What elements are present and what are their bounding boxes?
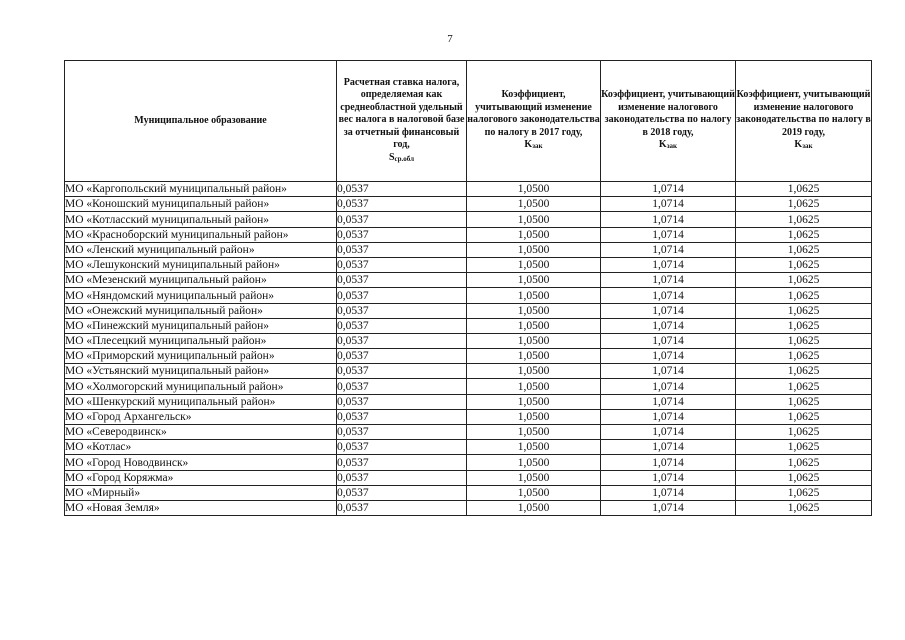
k2019-cell: 1,0625	[736, 318, 872, 333]
municipality-cell: МО «Северодвинск»	[65, 425, 337, 440]
municipality-cell: МО «Плесецкий муниципальный район»	[65, 333, 337, 348]
table-row	[65, 273, 872, 288]
table-row	[65, 197, 872, 212]
k2018-cell: 1,0714	[601, 303, 736, 318]
table-row	[65, 364, 872, 379]
k2017-cell: 1,0500	[467, 242, 601, 257]
k2018-cell: 1,0714	[601, 212, 736, 227]
table-row	[65, 455, 872, 470]
table-row	[65, 425, 872, 440]
k2019-cell: 1,0625	[736, 379, 872, 394]
k2017-cell: 1,0500	[467, 470, 601, 485]
k2019-cell: 1,0625	[736, 455, 872, 470]
rate-cell: 0,0537	[337, 425, 467, 440]
k2017-cell: 1,0500	[467, 333, 601, 348]
k2019-cell: 1,0625	[736, 273, 872, 288]
table-row	[65, 212, 872, 227]
municipality-cell: МО «Красноборский муниципальный район»	[65, 227, 337, 242]
table-row	[65, 257, 872, 272]
k2018-cell: 1,0714	[601, 349, 736, 364]
table-row	[65, 379, 872, 394]
k2018-cell: 1,0714	[601, 425, 736, 440]
k2018-cell: 1,0714	[601, 227, 736, 242]
header-k2018	[601, 61, 736, 182]
municipality-cell: МО «Шенкурский муниципальный район»	[65, 394, 337, 409]
k2019-cell: 1,0625	[736, 470, 872, 485]
municipality-cell: МО «Ленский муниципальный район»	[65, 242, 337, 257]
k2019-cell: 1,0625	[736, 182, 872, 197]
header-k2019-subscript: зак	[802, 142, 813, 151]
k2018-cell: 1,0714	[601, 333, 736, 348]
rate-cell: 0,0537	[337, 485, 467, 500]
municipality-cell: МО «Мирный»	[65, 485, 337, 500]
k2018-cell: 1,0714	[601, 379, 736, 394]
rate-cell: 0,0537	[337, 349, 467, 364]
header-rate-symbol: S	[388, 151, 395, 163]
municipality-cell: МО «Котласский муниципальный район»	[65, 212, 337, 227]
k2018-cell: 1,0714	[601, 500, 736, 515]
k2017-cell: 1,0500	[467, 455, 601, 470]
table-row	[65, 227, 872, 242]
rate-cell: 0,0537	[337, 500, 467, 515]
header-k2019	[736, 61, 872, 182]
k2017-cell: 1,0500	[467, 379, 601, 394]
municipality-cell: МО «Город Новодвинск»	[65, 455, 337, 470]
table-row	[65, 288, 872, 303]
k2019-cell: 1,0625	[736, 425, 872, 440]
table-row	[65, 440, 872, 455]
municipality-cell: МО «Город Коряжма»	[65, 470, 337, 485]
table-row	[65, 303, 872, 318]
k2017-cell: 1,0500	[467, 212, 601, 227]
header-k2017-symbol: K	[524, 139, 533, 151]
municipality-cell: МО «Холмогорский муниципальный район»	[65, 379, 337, 394]
k2017-cell: 1,0500	[467, 257, 601, 272]
k2018-cell: 1,0714	[601, 182, 736, 197]
table-row	[65, 318, 872, 333]
rate-cell: 0,0537	[337, 364, 467, 379]
k2019-cell: 1,0625	[736, 349, 872, 364]
municipality-cell: МО «Лешуконский муниципальный район»	[65, 257, 337, 272]
page-number: 7	[447, 33, 453, 45]
header-rate	[337, 61, 467, 182]
k2017-cell: 1,0500	[467, 485, 601, 500]
k2017-cell: 1,0500	[467, 394, 601, 409]
header-rate-label: Расчетная ставка налога, определяемая как среднеобластной удельный вес налога в налоговой базе за отчетный финансовый год,	[338, 76, 465, 151]
table-row	[65, 349, 872, 364]
k2017-cell: 1,0500	[467, 288, 601, 303]
k2019-cell: 1,0625	[736, 257, 872, 272]
k2019-cell: 1,0625	[736, 212, 872, 227]
rate-cell: 0,0537	[337, 182, 467, 197]
municipality-cell: МО «Новая Земля»	[65, 500, 337, 515]
k2018-cell: 1,0714	[601, 394, 736, 409]
table-row	[65, 500, 872, 515]
rate-cell: 0,0537	[337, 409, 467, 424]
table-body	[65, 182, 872, 516]
table-row	[65, 242, 872, 257]
header-k2018-label: Коэффициент, учитывающий изменение налогового законодательства по налогу в 2018 году,	[601, 89, 735, 138]
k2019-cell: 1,0625	[736, 227, 872, 242]
k2017-cell: 1,0500	[467, 500, 601, 515]
k2017-cell: 1,0500	[467, 273, 601, 288]
k2018-cell: 1,0714	[601, 197, 736, 212]
municipality-cell: МО «Приморский муниципальный район»	[65, 349, 337, 364]
k2019-cell: 1,0625	[736, 333, 872, 348]
rate-cell: 0,0537	[337, 257, 467, 272]
k2017-cell: 1,0500	[467, 425, 601, 440]
k2019-cell: 1,0625	[736, 364, 872, 379]
k2019-cell: 1,0625	[736, 485, 872, 500]
rate-cell: 0,0537	[337, 440, 467, 455]
municipality-cell: МО «Няндомский муниципальный район»	[65, 288, 337, 303]
municipality-cell: МО «Каргопольский муниципальный район»	[65, 182, 337, 197]
municipality-cell: МО «Устьянский муниципальный район»	[65, 364, 337, 379]
rate-cell: 0,0537	[337, 242, 467, 257]
rate-cell: 0,0537	[337, 288, 467, 303]
k2017-cell: 1,0500	[467, 364, 601, 379]
rate-cell: 0,0537	[337, 303, 467, 318]
k2018-cell: 1,0714	[601, 485, 736, 500]
header-k2019-label: Коэффициент, учитывающий изменение налогового законодательства по налогу в 2019 году,	[736, 89, 871, 138]
rate-cell: 0,0537	[337, 470, 467, 485]
k2018-cell: 1,0714	[601, 257, 736, 272]
k2018-cell: 1,0714	[601, 288, 736, 303]
k2017-cell: 1,0500	[467, 303, 601, 318]
k2018-cell: 1,0714	[601, 364, 736, 379]
rate-cell: 0,0537	[337, 212, 467, 227]
rate-cell: 0,0537	[337, 455, 467, 470]
k2019-cell: 1,0625	[736, 440, 872, 455]
k2019-cell: 1,0625	[736, 288, 872, 303]
k2017-cell: 1,0500	[467, 440, 601, 455]
rate-cell: 0,0537	[337, 379, 467, 394]
municipality-cell: МО «Пинежский муниципальный район»	[65, 318, 337, 333]
header-k2017	[467, 61, 601, 182]
k2018-cell: 1,0714	[601, 318, 736, 333]
k2018-cell: 1,0714	[601, 470, 736, 485]
k2019-cell: 1,0625	[736, 242, 872, 257]
k2018-cell: 1,0714	[601, 455, 736, 470]
table-row	[65, 409, 872, 424]
rate-cell: 0,0537	[337, 394, 467, 409]
k2019-cell: 1,0625	[736, 303, 872, 318]
k2017-cell: 1,0500	[467, 197, 601, 212]
coefficients-table	[64, 60, 872, 516]
header-k2018-subscript: зак	[666, 142, 678, 151]
k2018-cell: 1,0714	[601, 440, 736, 455]
municipality-cell: МО «Онежский муниципальный район»	[65, 303, 337, 318]
municipality-cell: МО «Котлас»	[65, 440, 337, 455]
header-k2017-subscript: зак	[532, 142, 543, 151]
table-row	[65, 470, 872, 485]
k2017-cell: 1,0500	[467, 349, 601, 364]
rate-cell: 0,0537	[337, 197, 467, 212]
k2018-cell: 1,0714	[601, 409, 736, 424]
header-k2018-symbol: K	[658, 139, 667, 151]
k2017-cell: 1,0500	[467, 182, 601, 197]
header-municipality-label: Муниципальное образование	[134, 114, 267, 126]
header-municipality	[65, 61, 337, 182]
header-k2017-label: Коэффициент, учитывающий изменение налогового законодательства по налогу в 2017 году,	[467, 89, 600, 138]
k2017-cell: 1,0500	[467, 227, 601, 242]
table-row	[65, 394, 872, 409]
rate-cell: 0,0537	[337, 318, 467, 333]
k2019-cell: 1,0625	[736, 500, 872, 515]
header-row	[65, 61, 872, 182]
k2017-cell: 1,0500	[467, 318, 601, 333]
k2019-cell: 1,0625	[736, 409, 872, 424]
municipality-cell: МО «Город Архангельск»	[65, 409, 337, 424]
rate-cell: 0,0537	[337, 333, 467, 348]
header-k2019-symbol: K	[794, 139, 803, 151]
rate-cell: 0,0537	[337, 273, 467, 288]
table-row	[65, 182, 872, 197]
k2018-cell: 1,0714	[601, 242, 736, 257]
k2018-cell: 1,0714	[601, 273, 736, 288]
municipality-cell: МО «Коношский муниципальный район»	[65, 197, 337, 212]
table-row	[65, 485, 872, 500]
k2019-cell: 1,0625	[736, 394, 872, 409]
table-row	[65, 333, 872, 348]
k2019-cell: 1,0625	[736, 197, 872, 212]
municipality-cell: МО «Мезенский муниципальный район»	[65, 273, 337, 288]
rate-cell: 0,0537	[337, 227, 467, 242]
header-rate-subscript: ср.обл	[394, 154, 415, 163]
k2017-cell: 1,0500	[467, 409, 601, 424]
